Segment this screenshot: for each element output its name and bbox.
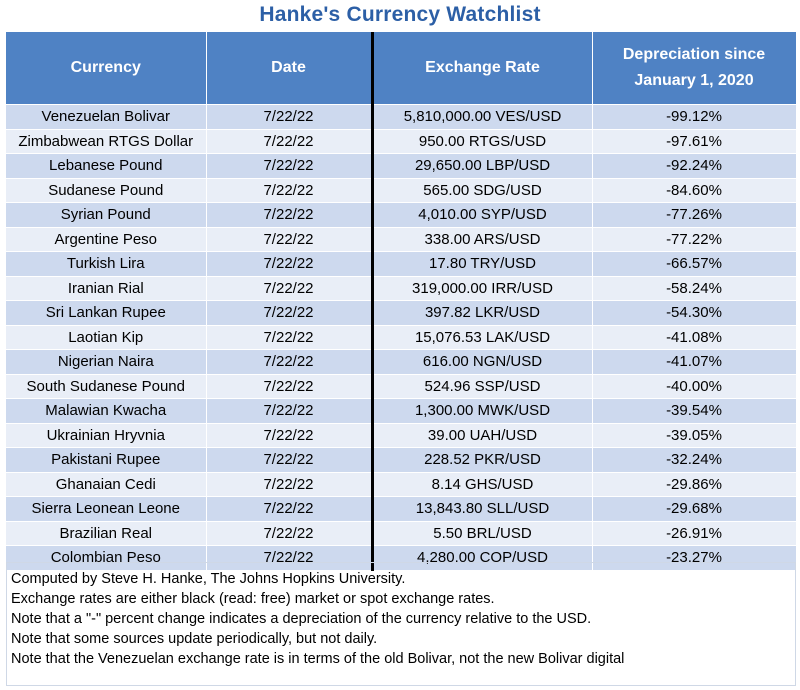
cell-date: 7/22/22	[206, 374, 372, 399]
cell-date: 7/22/22	[206, 546, 372, 571]
cell-exchange-rate: 397.82 LKR/USD	[372, 301, 592, 326]
cell-date: 7/22/22	[206, 399, 372, 424]
cell-currency: Laotian Kip	[6, 325, 206, 350]
cell-currency: South Sudanese Pound	[6, 374, 206, 399]
cell-exchange-rate: 338.00 ARS/USD	[372, 227, 592, 252]
cell-currency: Ghanaian Cedi	[6, 472, 206, 497]
cell-date: 7/22/22	[206, 105, 372, 130]
cell-exchange-rate: 39.00 UAH/USD	[372, 423, 592, 448]
cell-currency: Turkish Lira	[6, 252, 206, 277]
cell-depreciation: -41.07%	[592, 350, 796, 375]
cell-date: 7/22/22	[206, 154, 372, 179]
cell-depreciation: -92.24%	[592, 154, 796, 179]
header-depreciation-line1: Depreciation since	[622, 46, 766, 63]
cell-date: 7/22/22	[206, 301, 372, 326]
cell-currency: Ukrainian Hryvnia	[6, 423, 206, 448]
cell-exchange-rate: 228.52 PKR/USD	[372, 448, 592, 473]
cell-exchange-rate: 5,810,000.00 VES/USD	[372, 105, 592, 130]
footnote-line: Note that some sources update periodically, but not daily.	[11, 631, 378, 647]
cell-date: 7/22/22	[206, 325, 372, 350]
table-row	[6, 521, 796, 546]
cell-depreciation: -54.30%	[592, 301, 796, 326]
cell-date: 7/22/22	[206, 497, 372, 522]
cell-date: 7/22/22	[206, 472, 372, 497]
cell-depreciation: -77.22%	[592, 227, 796, 252]
cell-date: 7/22/22	[206, 350, 372, 375]
cell-currency: Argentine Peso	[6, 227, 206, 252]
cell-currency: Sri Lankan Rupee	[6, 301, 206, 326]
header-currency: Currency	[6, 32, 206, 105]
table-row	[6, 472, 796, 497]
cell-date: 7/22/22	[206, 178, 372, 203]
table-row	[6, 301, 796, 326]
table-row	[6, 423, 796, 448]
cell-currency: Sudanese Pound	[6, 178, 206, 203]
table-row	[6, 154, 796, 179]
cell-depreciation: -97.61%	[592, 129, 796, 154]
header-row	[6, 32, 796, 105]
cell-exchange-rate: 8.14 GHS/USD	[372, 472, 592, 497]
footnote-line: Note that a "-" percent change indicates a depreciation of the currency relative to the USD.	[11, 611, 592, 627]
table-row	[6, 252, 796, 277]
cell-depreciation: -66.57%	[592, 252, 796, 277]
cell-depreciation: -77.26%	[592, 203, 796, 228]
cell-depreciation: -99.12%	[592, 105, 796, 130]
table-row	[6, 325, 796, 350]
table-row	[6, 276, 796, 301]
header-depreciation	[592, 32, 796, 105]
header-depreciation-line2: January 1, 2020	[634, 72, 754, 89]
cell-currency: Sierra Leonean Leone	[6, 497, 206, 522]
cell-exchange-rate: 15,076.53 LAK/USD	[372, 325, 592, 350]
cell-depreciation: -39.54%	[592, 399, 796, 424]
cell-currency: Brazilian Real	[6, 521, 206, 546]
cell-exchange-rate: 616.00 NGN/USD	[372, 350, 592, 375]
cell-currency: Syrian Pound	[6, 203, 206, 228]
cell-date: 7/22/22	[206, 423, 372, 448]
cell-exchange-rate: 950.00 RTGS/USD	[372, 129, 592, 154]
cell-exchange-rate: 13,843.80 SLL/USD	[372, 497, 592, 522]
cell-depreciation: -40.00%	[592, 374, 796, 399]
cell-date: 7/22/22	[206, 203, 372, 228]
cell-currency: Lebanese Pound	[6, 154, 206, 179]
footnote-line: Note that the Venezuelan exchange rate is in terms of the old Bolivar, not the new Bolivar digital	[11, 651, 625, 667]
cell-currency: Pakistani Rupee	[6, 448, 206, 473]
footnote-line: Computed by Steve H. Hanke, The Johns Hopkins University.	[11, 571, 406, 587]
cell-depreciation: -29.86%	[592, 472, 796, 497]
cell-depreciation: -58.24%	[592, 276, 796, 301]
cell-date: 7/22/22	[206, 448, 372, 473]
cell-date: 7/22/22	[206, 276, 372, 301]
header-exchange-rate: Exchange Rate	[372, 32, 592, 105]
cell-exchange-rate: 17.80 TRY/USD	[372, 252, 592, 277]
cell-exchange-rate: 4,010.00 SYP/USD	[372, 203, 592, 228]
cell-exchange-rate: 565.00 SDG/USD	[372, 178, 592, 203]
cell-date: 7/22/22	[206, 129, 372, 154]
cell-depreciation: -39.05%	[592, 423, 796, 448]
footnotes-box	[6, 562, 796, 686]
cell-exchange-rate: 319,000.00 IRR/USD	[372, 276, 592, 301]
cell-depreciation: -41.08%	[592, 325, 796, 350]
cell-currency: Malawian Kwacha	[6, 399, 206, 424]
cell-date: 7/22/22	[206, 227, 372, 252]
table-row	[6, 350, 796, 375]
table-row	[6, 178, 796, 203]
cell-currency: Nigerian Naira	[6, 350, 206, 375]
cell-exchange-rate: 1,300.00 MWK/USD	[372, 399, 592, 424]
cell-exchange-rate: 4,280.00 COP/USD	[372, 546, 592, 571]
cell-exchange-rate: 29,650.00 LBP/USD	[372, 154, 592, 179]
cell-exchange-rate: 524.96 SSP/USD	[372, 374, 592, 399]
cell-depreciation: -26.91%	[592, 521, 796, 546]
table-row	[6, 448, 796, 473]
cell-depreciation: -23.27%	[592, 546, 796, 571]
currency-table	[6, 32, 797, 571]
cell-date: 7/22/22	[206, 521, 372, 546]
cell-depreciation: -84.60%	[592, 178, 796, 203]
table-row	[6, 374, 796, 399]
header-date: Date	[206, 32, 372, 105]
table-row	[6, 129, 796, 154]
table-body	[6, 105, 796, 571]
cell-depreciation: -32.24%	[592, 448, 796, 473]
table-row	[6, 105, 796, 130]
cell-currency: Iranian Rial	[6, 276, 206, 301]
cell-currency: Zimbabwean RTGS Dollar	[6, 129, 206, 154]
table-row	[6, 227, 796, 252]
cell-depreciation: -29.68%	[592, 497, 796, 522]
cell-currency: Venezuelan Bolivar	[6, 105, 206, 130]
cell-currency: Colombian Peso	[6, 546, 206, 571]
cell-exchange-rate: 5.50 BRL/USD	[372, 521, 592, 546]
table-row	[6, 497, 796, 522]
table-row	[6, 203, 796, 228]
footnote-line: Exchange rates are either black (read: free) market or spot exchange rates.	[11, 591, 495, 607]
cell-date: 7/22/22	[206, 252, 372, 277]
table-row	[6, 399, 796, 424]
page-title: Hanke's Currency Watchlist	[259, 3, 541, 26]
